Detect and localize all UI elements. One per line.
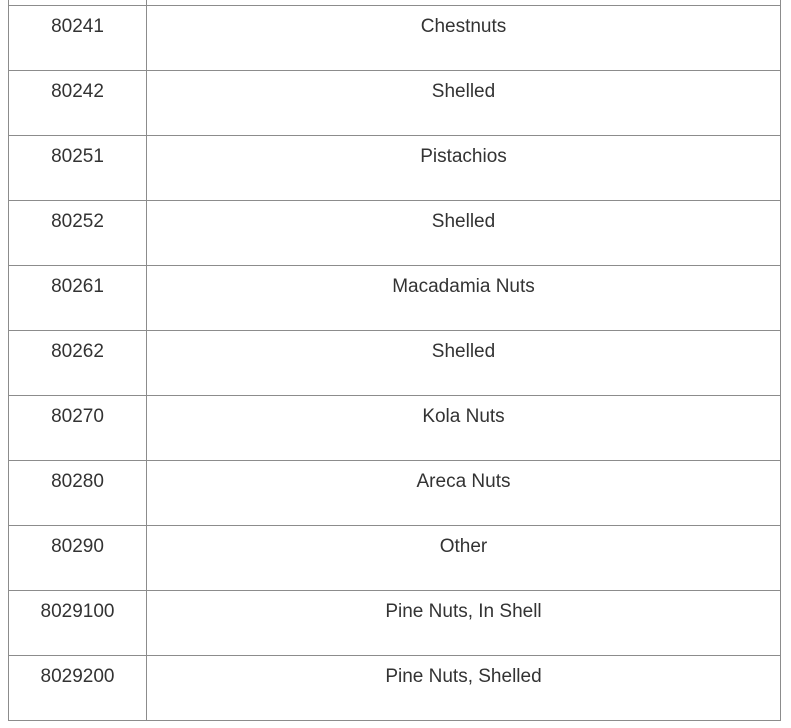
description-text: Areca Nuts <box>416 471 511 492</box>
description-text: Kola Nuts <box>422 406 505 427</box>
description-text: Shelled <box>431 341 496 362</box>
description-text: Pistachios <box>420 146 507 167</box>
table-row <box>9 201 781 266</box>
description-text: Pine Nuts, In Shell <box>385 601 542 622</box>
code-text: 80262 <box>51 341 104 362</box>
description-text: Shelled <box>431 211 496 232</box>
table-row <box>9 526 781 591</box>
code-cell <box>9 396 147 461</box>
table-row <box>9 331 781 396</box>
code-cell <box>9 266 147 331</box>
table-row <box>9 136 781 201</box>
table-row <box>9 461 781 526</box>
code-text: 80290 <box>51 536 104 557</box>
code-text: 80242 <box>51 81 104 102</box>
description-cell <box>147 136 781 201</box>
code-text: 80252 <box>51 211 104 232</box>
description-cell <box>147 591 781 656</box>
code-cell <box>9 526 147 591</box>
code-text: 8029100 <box>40 601 115 622</box>
description-cell <box>147 6 781 71</box>
code-text: 80241 <box>51 16 104 37</box>
code-text: 80261 <box>51 276 104 297</box>
code-cell <box>9 201 147 266</box>
description-text: Other <box>439 536 488 557</box>
code-text: 8029200 <box>40 666 115 687</box>
table-row <box>9 266 781 331</box>
description-cell <box>147 201 781 266</box>
code-cell <box>9 6 147 71</box>
description-cell <box>147 331 781 396</box>
code-cell <box>9 331 147 396</box>
table-row <box>9 6 781 71</box>
code-text: 80280 <box>51 471 104 492</box>
table-row <box>9 591 781 656</box>
product-code-table-container <box>8 0 780 721</box>
description-text: Pine Nuts, Shelled <box>385 666 542 687</box>
code-text: 80270 <box>51 406 104 427</box>
table-row <box>9 656 781 721</box>
description-cell <box>147 526 781 591</box>
code-cell <box>9 461 147 526</box>
description-text: Chestnuts <box>420 16 507 37</box>
code-cell <box>9 71 147 136</box>
description-cell <box>147 396 781 461</box>
description-cell <box>147 656 781 721</box>
description-cell <box>147 461 781 526</box>
description-text: Macadamia Nuts <box>392 276 535 297</box>
code-cell <box>9 136 147 201</box>
description-cell <box>147 71 781 136</box>
code-cell <box>9 656 147 721</box>
table-row <box>9 396 781 461</box>
code-cell <box>9 591 147 656</box>
description-text: Shelled <box>431 81 496 102</box>
table-body <box>9 0 781 721</box>
table-row <box>9 71 781 136</box>
product-code-table <box>8 0 781 721</box>
description-cell <box>147 266 781 331</box>
code-text: 80251 <box>51 146 104 167</box>
